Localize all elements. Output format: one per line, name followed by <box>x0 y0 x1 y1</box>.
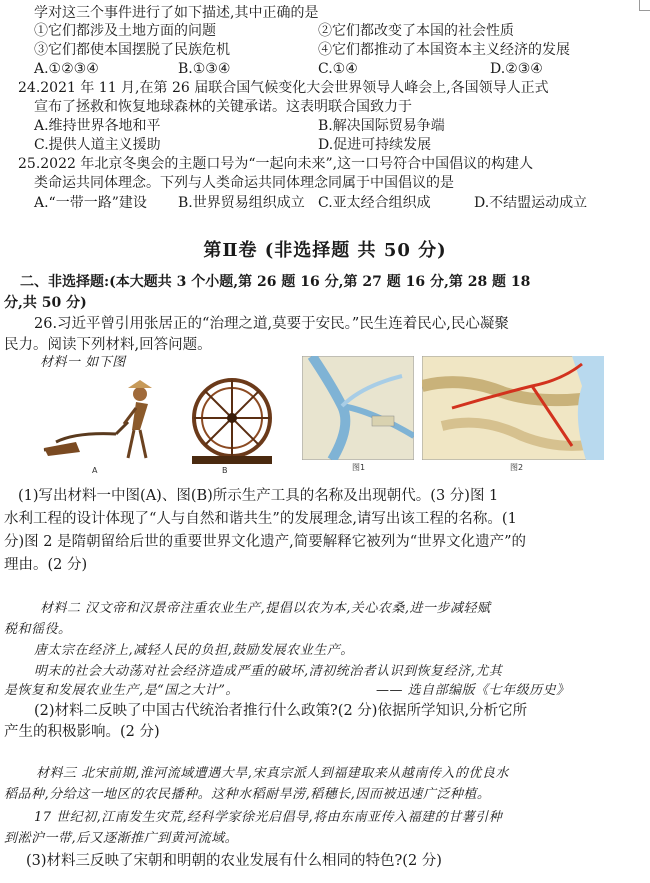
q26-sub3-line1: (3)材料三反映了宋朝和明朝的农业发展有什么相同的特色?(2 分) <box>26 853 442 869</box>
q23-statement-2: ②它们都改变了本国的社会性质 <box>318 23 514 39</box>
q25-option-b: B.世界贸易组织成立 <box>178 195 305 211</box>
figure-a-label: A <box>92 466 98 475</box>
q24-stem-line2: 宣布了拯救和恢复地球森林的关键承诺。这表明联合国致力于 <box>34 99 412 115</box>
section-intro-line2: 分,共 50 分) <box>4 295 87 311</box>
section-title: 第Ⅱ卷 (非选择题 共 50 分) <box>203 240 447 261</box>
q25-option-d: D.不结盟运动成立 <box>474 195 588 211</box>
material2-line4: 明末的社会大动荡对社会经济造成严重的破坏,清初统治者认识到恢复经济,尤其 <box>34 664 503 679</box>
q26-sub1-line2: 水利工程的设计体现了“人与自然和谐共生”的发展理念,请写出该工程的名称。(1 <box>4 511 517 527</box>
plough-figure <box>36 372 176 470</box>
q25-option-c: C.亚太经合组织成 <box>318 195 431 211</box>
figure-b-label: B <box>222 466 228 475</box>
material2-line1: 材料二 汉文帝和汉景帝注重农业生产,提倡以农为本,关心农桑,进一步减轻赋 <box>40 601 491 616</box>
q23-stem: 学对这三个事件进行了如下描述,其中正确的是 <box>34 5 319 21</box>
hydraulic-map-figure <box>302 356 414 460</box>
grand-canal-map-figure <box>422 356 604 460</box>
q26-sub2-line2: 产生的积极影响。(2 分) <box>4 724 160 740</box>
q24-option-b: B.解决国际贸易争端 <box>318 118 445 134</box>
material2-source: —— 选自部编版《七年级历史》 <box>376 683 570 698</box>
q26-sub1-line1: (1)写出材料一中图(A)、图(B)所示生产工具的名称及出现朝代。(3 分)图 1 <box>18 488 499 504</box>
waterwheel-figure <box>182 372 282 470</box>
q24-option-c: C.提供人道主义援助 <box>34 137 161 153</box>
material2-line5: 是恢复和发展农业生产,是“国之大计”。 <box>4 683 239 698</box>
q26-stem-line1: 26.习近平曾引用张居正的“治理之道,莫要于安民。”民生连着民心,民心凝聚 <box>34 316 509 332</box>
material2-line2: 税和徭役。 <box>4 622 72 637</box>
q23-option-d: D.②③④ <box>490 61 543 77</box>
q26-sub1-line4: 理由。(2 分) <box>4 557 88 573</box>
q26-sub1-line3: 分)图 2 是隋朝留给后世的重要世界文化遗产,简要解释它被列为“世界文化遗产”的 <box>4 534 527 550</box>
q23-statement-1: ①它们都涉及土地方面的问题 <box>34 23 216 39</box>
q25-stem-line1: 25.2022 年北京冬奥会的主题口号为“一起向未来”,这一口号符合中国倡议的构建人 <box>18 156 534 172</box>
material3-line4: 到淞沪一带,后又逐渐推广到黄河流域。 <box>4 831 239 846</box>
q25-option-a: A.“一带一路”建设 <box>34 195 147 211</box>
material3-line1: 材料三 北宋前期,淮河流域遭遇大旱,宋真宗派人到福建取来从越南传入的优良水 <box>36 766 509 781</box>
material2-line3: 唐太宗在经济上,减轻人民的负担,鼓励发展农业生产。 <box>34 643 354 658</box>
material1-label: 材料一 如下图 <box>40 355 126 370</box>
q23-option-b: B.①③④ <box>178 61 231 77</box>
figure-2-label: 图2 <box>510 463 524 472</box>
q24-stem-line1: 24.2021 年 11 月,在第 26 届联合国气候变化大会世界领导人峰会上,各国领导人正式 <box>18 80 549 96</box>
q25-stem-line2: 类命运共同体理念。下列与人类命运共同体理念同属于中国倡议的是 <box>34 175 454 191</box>
q23-option-c: C.①④ <box>318 61 358 77</box>
q23-statement-4: ④它们都推动了本国资本主义经济的发展 <box>318 42 570 58</box>
q24-option-d: D.促进可持续发展 <box>318 137 432 153</box>
section-intro-line1: 二、非选择题:(本大题共 3 个小题,第 26 题 16 分,第 27 题 16 分,第 28 题 18 <box>20 274 531 290</box>
q23-option-a: A.①②③④ <box>34 61 99 77</box>
page-corner-mark <box>639 0 650 11</box>
figure-1-label: 图1 <box>352 463 366 472</box>
q26-sub2-line1: (2)材料二反映了中国古代统治者推行什么政策?(2 分)依据所学知识,分析它所 <box>34 703 528 719</box>
material3-line2: 稻品种,分给这一地区的农民播种。这种水稻耐旱涝,稻穗长,因而被迅速广泛种植。 <box>4 787 491 802</box>
material3-line3: 17 世纪初,江南发生灾荒,经科学家徐光启倡导,将由东南亚传入福建的甘薯引种 <box>34 810 503 825</box>
q23-statement-3: ③它们都使本国摆脱了民族危机 <box>34 42 230 58</box>
q26-stem-line2: 民力。阅读下列材料,回答问题。 <box>4 337 212 353</box>
q24-option-a: A.维持世界各地和平 <box>34 118 161 134</box>
